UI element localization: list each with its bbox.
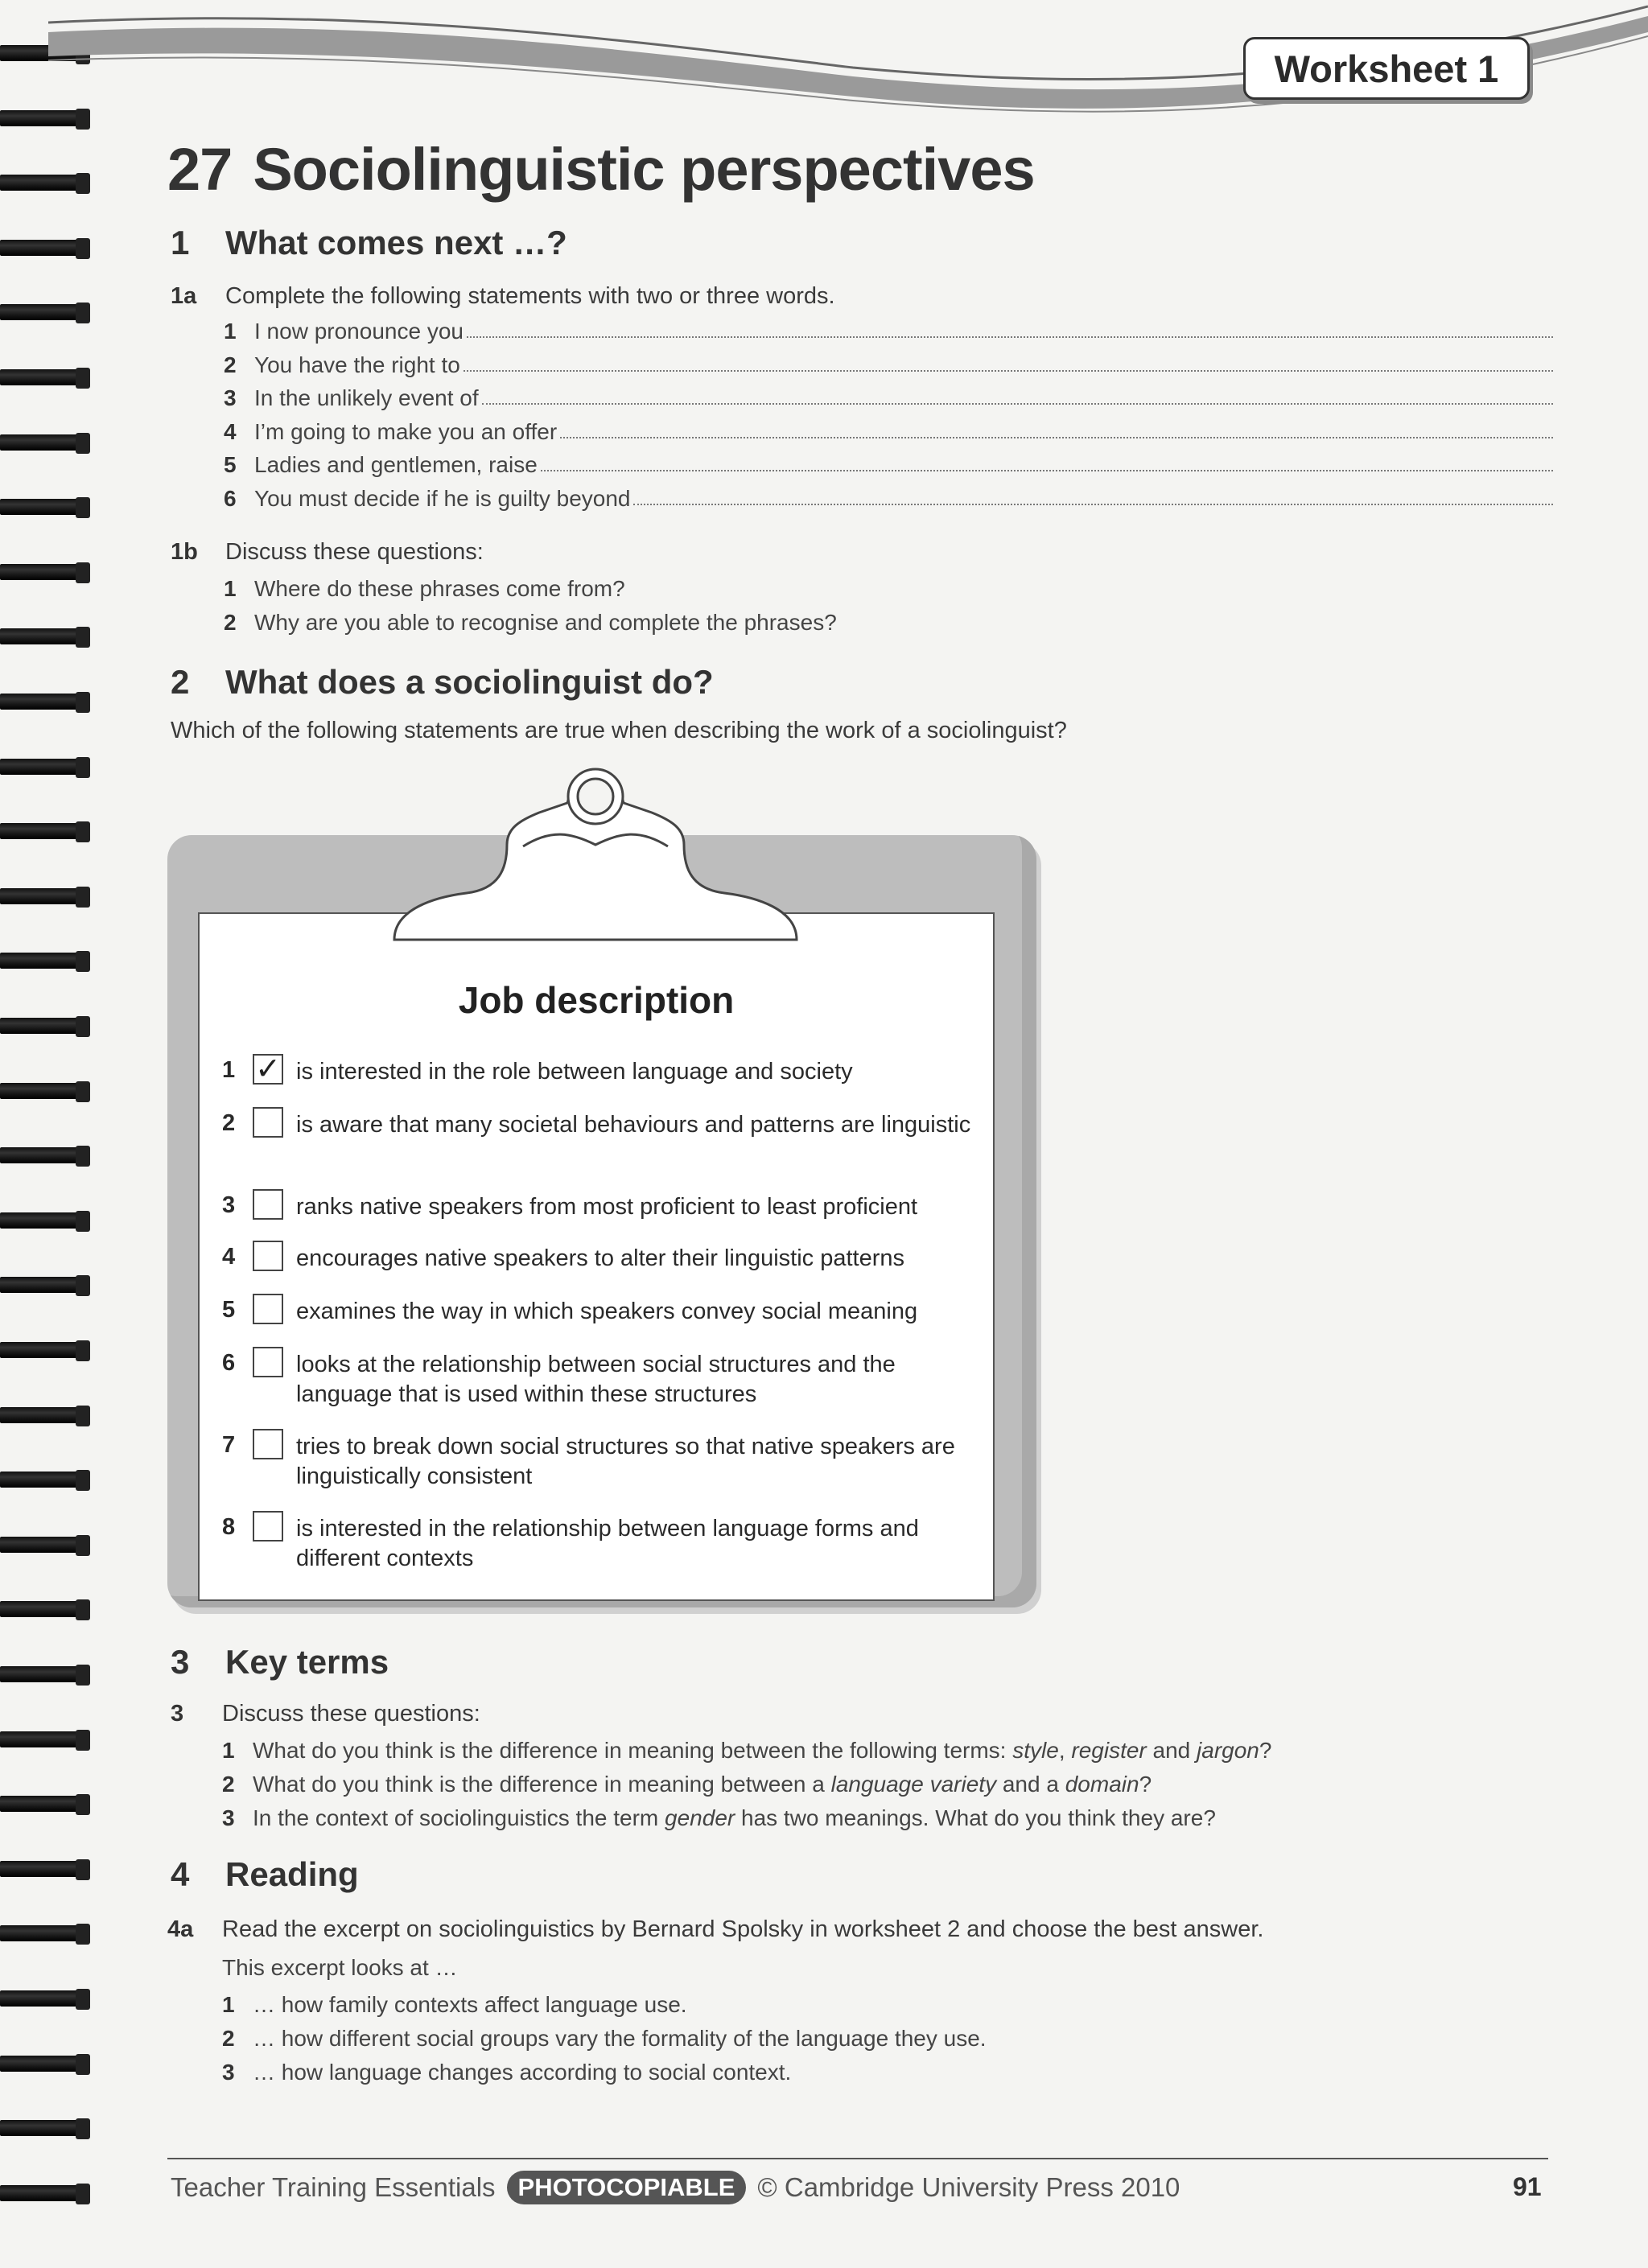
question-label: 4a [167, 1916, 194, 1942]
item-text: Where do these phrases come from? [254, 576, 625, 601]
spiral-ring [0, 818, 87, 847]
page-number: 91 [1513, 2172, 1542, 2201]
spiral-ring [0, 1337, 87, 1366]
term-jargon: jargon [1197, 1738, 1259, 1763]
checkbox[interactable] [253, 1429, 283, 1459]
spiral-ring [0, 430, 87, 459]
item-number: 5 [224, 452, 237, 477]
item-text: … how different social groups vary the formality of the language they use. [253, 2026, 987, 2051]
term-register: register [1071, 1738, 1147, 1763]
item-text: In the context of sociolinguistics the term [253, 1805, 665, 1830]
spiral-ring [0, 2051, 87, 2080]
item-text: I’m going to make you an offer [254, 418, 558, 444]
item-text: Why are you able to recognise and complete the phrases? [254, 610, 837, 635]
question-4a [167, 1916, 1535, 1945]
question-1a [171, 283, 1539, 312]
checkbox[interactable] [253, 1107, 283, 1138]
section-2-intro: Which of the following statements are true when describing the work of a sociolinguist? [171, 718, 1067, 743]
fill-in-item [224, 382, 1553, 411]
term-domain: domain [1065, 1772, 1139, 1797]
question-3 [171, 1701, 1539, 1730]
answer-option [222, 2060, 791, 2085]
title-number: 27 [167, 136, 233, 203]
answer-option [222, 1992, 687, 2018]
item-text: … how language changes according to social context. [253, 2060, 792, 2085]
spiral-ring [0, 559, 87, 588]
spiral-ring [0, 1272, 87, 1301]
checkbox[interactable]: ✓ [253, 1054, 283, 1085]
item-text: In the unlikely event of [254, 385, 479, 410]
question-text: Complete the following statements with two or three words. [225, 283, 835, 309]
item-text: Ladies and gentlemen, raise [254, 452, 538, 477]
question-4a-subtext: This excerpt looks at … [222, 1955, 458, 1980]
item-number: 6 [224, 485, 237, 511]
item-number: 2 [222, 1772, 235, 1797]
footer-series: Teacher Training Essentials [171, 2172, 496, 2202]
punctuation: ? [1139, 1772, 1152, 1797]
page-footer [171, 2171, 1180, 2204]
item-number: 2 [222, 2026, 235, 2051]
answer-blank[interactable] [464, 370, 1553, 372]
item-text: You have the right to [254, 352, 460, 377]
checkbox[interactable] [253, 1511, 283, 1541]
spiral-ring [0, 364, 87, 393]
item-number: 2 [224, 610, 237, 635]
term-language-variety: language variety [830, 1772, 997, 1797]
spiral-ring [0, 1986, 87, 2015]
punctuation: ? [1259, 1738, 1272, 1763]
answer-blank[interactable] [482, 403, 1553, 405]
item-number: 2 [222, 1110, 236, 1136]
spiral-ring [0, 689, 87, 718]
section-2-heading [171, 663, 714, 702]
spiral-ring [0, 299, 87, 328]
clipboard-clip-icon [378, 756, 813, 949]
section-3-heading [171, 1643, 389, 1681]
item-text: looks at the relationship between social structures and the language that is used within these structures [296, 1352, 896, 1407]
question-label: 3 [171, 1701, 184, 1727]
spiral-ring [0, 948, 87, 977]
item-number: 1 [222, 1992, 235, 2017]
title-text: Sociolinguistic perspectives [253, 136, 1035, 203]
checkbox[interactable] [253, 1347, 283, 1377]
item-number: 8 [222, 1514, 236, 1540]
item-number: 5 [222, 1297, 236, 1323]
spiral-ring [0, 170, 87, 199]
item-text: ranks native speakers from most proficient to least proficient [296, 1194, 918, 1220]
checkbox[interactable] [253, 1241, 283, 1271]
spiral-ring [0, 1920, 87, 1949]
section-number: 3 [171, 1643, 190, 1681]
item-number: 1 [224, 576, 237, 601]
spiral-ring [0, 754, 87, 783]
separator: , [1058, 1738, 1072, 1763]
fill-in-item [224, 483, 1553, 512]
footer-rule [167, 2158, 1548, 2159]
answer-blank[interactable] [560, 437, 1553, 438]
item-number: 7 [222, 1432, 236, 1458]
section-number: 2 [171, 663, 190, 701]
spiral-ring [0, 624, 87, 652]
item-number: 1 [222, 1738, 235, 1763]
section-4-heading [171, 1855, 359, 1894]
item-number: 1 [222, 1057, 236, 1083]
spiral-ring [0, 1532, 87, 1561]
term-gender: gender [665, 1805, 735, 1830]
item-number: 3 [222, 1805, 235, 1830]
spiral-ring [0, 494, 87, 523]
answer-blank[interactable] [541, 470, 1553, 471]
question-label: 1b [171, 539, 198, 565]
fill-in-item [224, 349, 1553, 378]
item-text: has two meanings. What do you think they are? [735, 1805, 1216, 1830]
item-number: 4 [222, 1244, 236, 1270]
spiral-ring [0, 1727, 87, 1756]
question-text: Discuss these questions: [222, 1701, 480, 1727]
item-text: is interested in the role between language and society [296, 1059, 853, 1085]
list-item [224, 610, 837, 636]
spiral-ring [0, 883, 87, 912]
item-text: … how family contexts affect language use. [253, 1992, 687, 2017]
spiral-ring [0, 1208, 87, 1237]
fill-in-item [224, 449, 1553, 478]
item-text: is interested in the relationship between language forms and different contexts [296, 1516, 919, 1571]
item-text: You must decide if he is guilty beyond [254, 485, 631, 511]
item-text: What do you think is the difference in meaning between the following terms: [253, 1738, 1013, 1763]
spiral-ring [0, 1596, 87, 1625]
item-text: What do you think is the difference in meaning between a [253, 1772, 831, 1797]
spiral-ring [0, 1661, 87, 1690]
section-title: What does a sociolinguist do? [225, 663, 714, 701]
spiral-ring [0, 1791, 87, 1820]
answer-option [222, 2026, 987, 2052]
item-text: tries to break down social structures so that native speakers are linguistically consistent [296, 1434, 955, 1489]
item-text: and a [996, 1772, 1065, 1797]
item-number: 4 [224, 418, 237, 444]
section-title: What comes next …? [225, 224, 567, 261]
spiral-ring [0, 1856, 87, 1885]
item-number: 1 [224, 319, 237, 344]
fill-in-item [224, 315, 1553, 344]
spiral-ring [0, 1013, 87, 1042]
separator: and [1146, 1738, 1197, 1763]
spiral-ring [0, 1078, 87, 1107]
section-title: Key terms [225, 1643, 389, 1681]
question-1b [171, 539, 1539, 568]
section-number: 4 [171, 1855, 190, 1893]
page-title [167, 135, 1035, 204]
section-1-heading [171, 224, 567, 262]
list-item [224, 576, 625, 602]
item-number: 6 [222, 1350, 236, 1376]
spiral-ring [0, 2115, 87, 2144]
item-number: 3 [224, 385, 237, 410]
job-description-title: Job description [458, 979, 735, 1021]
fill-in-item [224, 416, 1553, 445]
photocopiable-badge: PHOTOCOPIABLE [507, 2171, 747, 2204]
question-text: Read the excerpt on sociolinguistics by Bernard Spolsky in worksheet 2 and choose the best answer. [222, 1916, 1264, 1942]
item-text: examines the way in which speakers convey social meaning [296, 1299, 918, 1324]
term-style: style [1012, 1738, 1059, 1763]
spiral-ring [0, 2180, 87, 2209]
spiral-ring [0, 1402, 87, 1431]
section-title: Reading [225, 1855, 359, 1893]
checkbox[interactable] [253, 1294, 283, 1324]
item-number: 3 [222, 1192, 236, 1218]
spiral-ring [0, 1142, 87, 1171]
footer-copyright: © Cambridge University Press 2010 [757, 2172, 1180, 2202]
worksheet-badge: Worksheet 1 [1243, 37, 1530, 100]
answer-blank[interactable] [467, 336, 1553, 338]
answer-blank[interactable] [633, 504, 1553, 505]
question-label: 1a [171, 283, 197, 309]
job-description-sheet [198, 912, 995, 1601]
question-text: Discuss these questions: [225, 539, 484, 565]
list-item [222, 1772, 1152, 1797]
spiral-ring [0, 1467, 87, 1496]
spiral-binding [0, 40, 97, 2212]
spiral-ring [0, 235, 87, 264]
list-item [222, 1738, 1271, 1764]
section-number: 1 [171, 224, 190, 261]
item-number: 2 [224, 352, 237, 377]
item-text: I now pronounce you [254, 319, 464, 344]
checkbox[interactable] [253, 1189, 283, 1220]
item-text: encourages native speakers to alter their linguistic patterns [296, 1245, 905, 1271]
item-number: 3 [222, 2060, 235, 2085]
list-item [222, 1805, 1216, 1831]
item-text: is aware that many societal behaviours and patterns are linguistic [296, 1112, 971, 1138]
